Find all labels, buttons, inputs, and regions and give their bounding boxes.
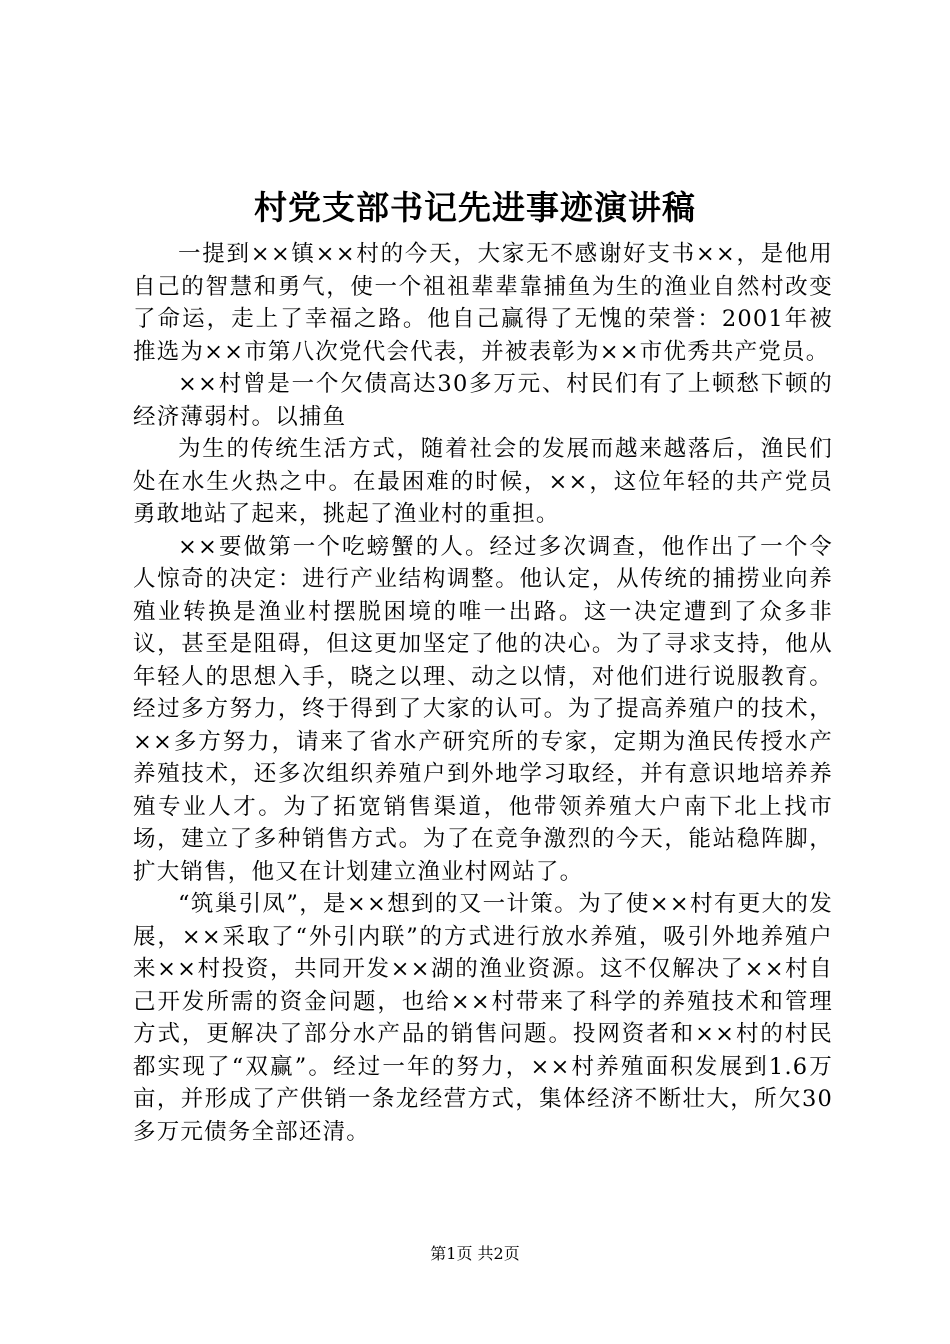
paragraph-5: “筑巢引凤”，是××想到的又一计策。为了使××村有更大的发展，××采取了“外引内联”的方式进行放水养殖，吸引外地养殖户来××村投资，共同开发××湖的渔业资源。这不仅解决了××村自己开发所需的资金问题，也给××村带来了科学的养殖技术和管理方式，更解决了部分水产品的销售问题。投网资者和××村的村民都实现了“双赢”。经过一年的努力，××村养殖面积发展到1.6万亩，并形成了产供销一条龙经营方式，集体经济不断壮大，所欠30多万元债务全部还清。 (133, 891, 833, 1145)
document-body (133, 238, 833, 1148)
document-title: 村党支部书记先进事迹演讲稿 (254, 188, 696, 227)
paragraph-2: ××村曾是一个欠债高达30多万元、村民们有了上顿愁下顿的经济薄弱村。以捕鱼 (133, 371, 833, 430)
paragraph-1: 一提到××镇××村的今天，大家无不感谢好支书××，是他用自己的智慧和勇气，使一个祖祖辈辈靠捕鱼为生的渔业自然村改变了命运，走上了幸福之路。他自己赢得了无愧的荣誉：2001年被推选为××市第八次党代会代表，并被表彰为××市优秀共产党员。 (133, 241, 833, 365)
paragraph-4: ××要做第一个吃螃蟹的人。经过多次调查，他作出了一个令人惊奇的决定：进行产业结构调整。他认定，从传统的捕捞业向养殖业转换是渔业村摆脱困境的唯一出路。这一决定遭到了众多非议，甚至是阻碍，但这更加坚定了他的决心。为了寻求支持，他从年轻人的思想入手，晓之以理、动之以情，对他们进行说服教育。经过多方努力，终于得到了大家的认可。为了提高养殖户的技术，××多方努力，请来了省水产研究所的专家，定期为渔民传授水产养殖技术，还多次组织养殖户到外地学习取经，并有意识地培养养殖专业人才。为了拓宽销售渠道，他带领养殖大户南下北上找市场，建立了多种销售方式。为了在竞争激烈的今天，能站稳阵脚，扩大销售，他又在计划建立渔业村网站了。 (133, 533, 833, 885)
paragraph-3: 为生的传统生活方式，随着社会的发展而越来越落后，渔民们处在水生火热之中。在最困难的时候，××，这位年轻的共产党员勇敢地站了起来，挑起了渔业村的重担。 (133, 436, 833, 527)
page-number-footer: 第1页 共2页 (430, 1244, 520, 1263)
